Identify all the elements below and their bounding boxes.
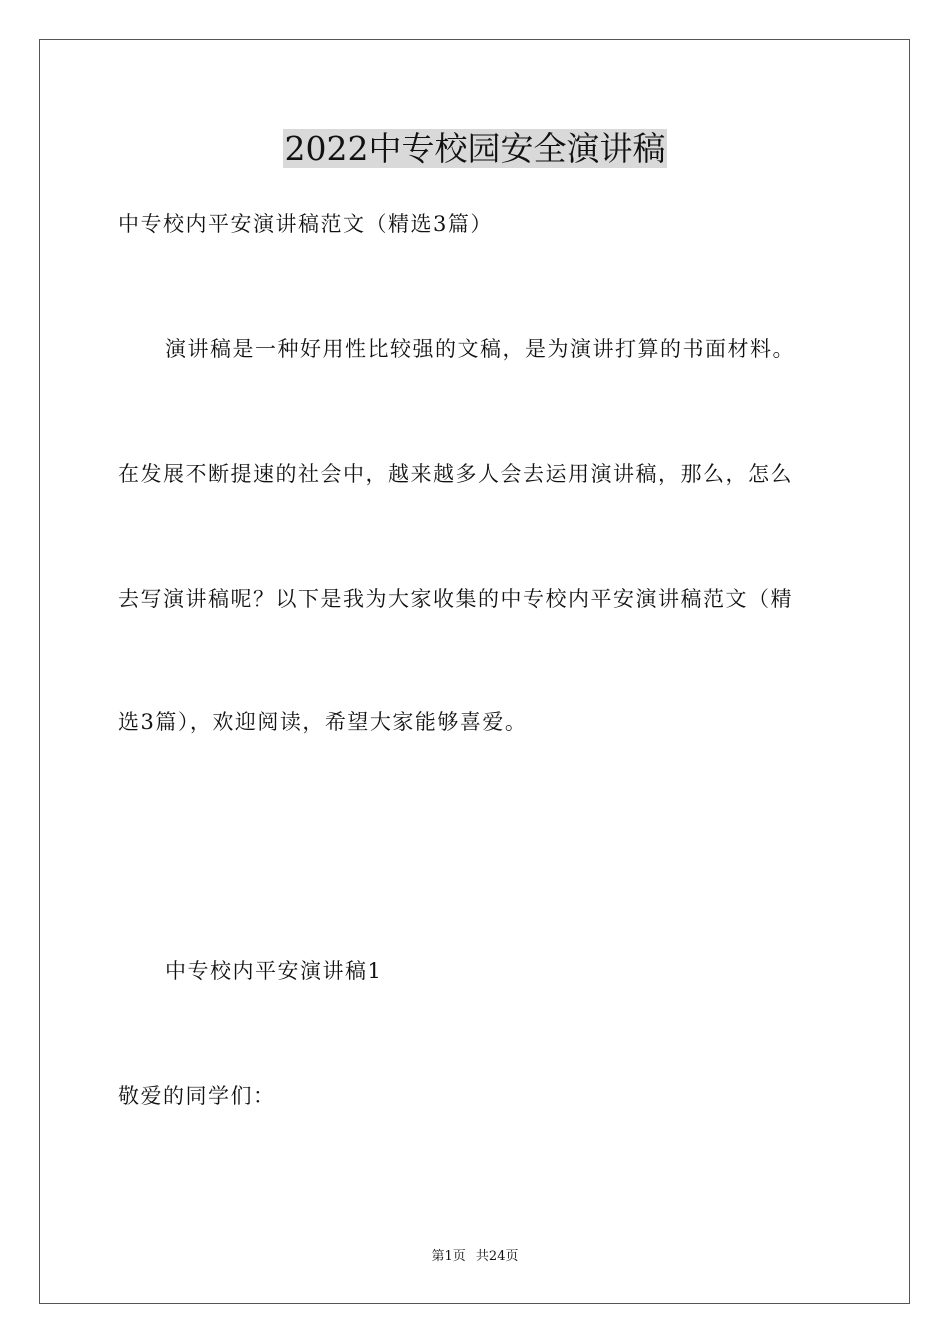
intro-line: 在发展不断提速的社会中，越来越多人会去运用演讲稿，那么，怎么	[118, 462, 793, 486]
page-number-footer: 第1页 共24页	[431, 1249, 519, 1264]
salutation: 敬爱的同学们：	[118, 1084, 276, 1108]
document-title	[0, 124, 950, 174]
document-subtitle: 中专校内平安演讲稿范文（精选3篇）	[118, 212, 493, 236]
section-heading: 中专校内平安演讲稿1	[165, 959, 383, 983]
intro-line: 去写演讲稿呢？以下是我为大家收集的中专校内平安演讲稿范文（精	[118, 587, 793, 611]
intro-line: 选3篇），欢迎阅读，希望大家能够喜爱。	[118, 710, 528, 734]
intro-line: 演讲稿是一种好用性比较强的文稿，是为演讲打算的书面材料。	[165, 337, 795, 361]
document-title-text: 2022中专校园安全演讲稿	[284, 129, 666, 168]
